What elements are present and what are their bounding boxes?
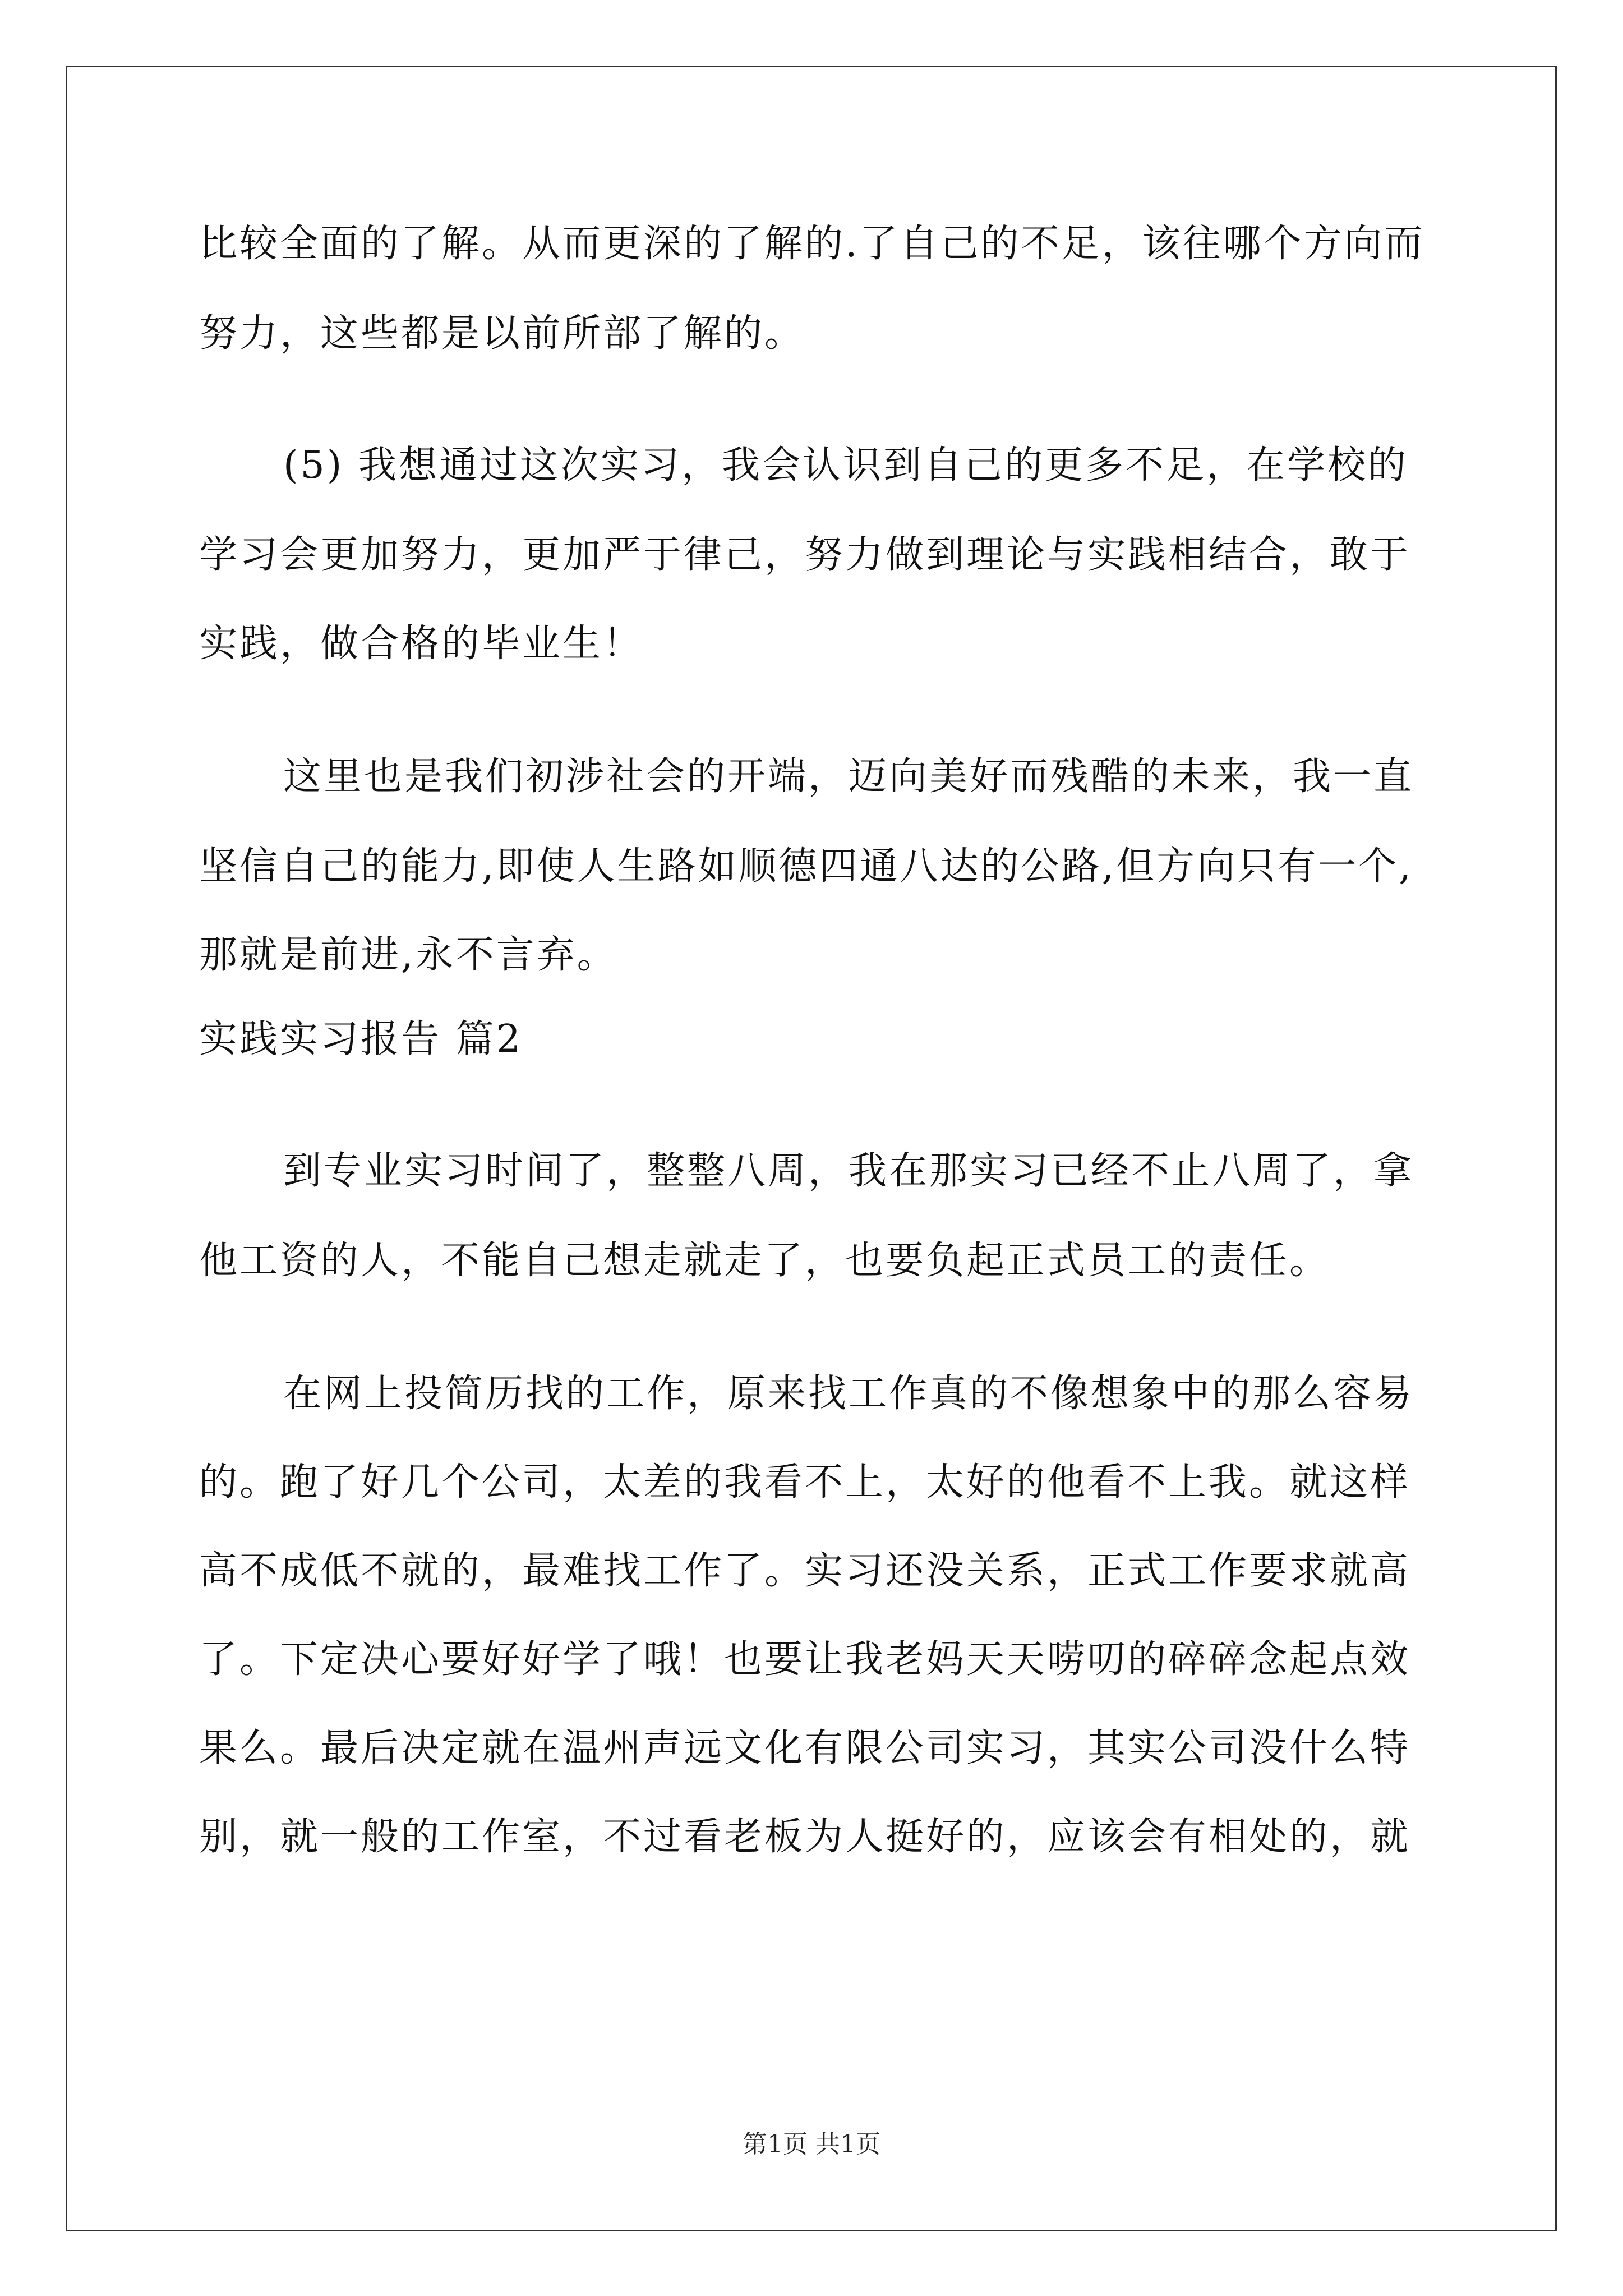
page-footer: 第1页 共1页	[743, 2130, 880, 2159]
paragraph-2-line-3: 实践，做合格的毕业生！	[199, 622, 644, 666]
paragraph-3-line-1: 这里也是我们初涉社会的开端，迈向美好而残酷的未来，我一直	[283, 754, 1414, 799]
paragraph-3-line-2: 坚信自己的能力,即使人生路如顺德四通八达的公路,但方向只有一个,	[199, 844, 1413, 889]
paragraph-4-line-1: 到专业实习时间了，整整八周，我在那实习已经不止八周了，拿	[283, 1149, 1414, 1193]
paragraph-2-line-1: (5) 我想通过这次实习，我会认识到自己的更多不足，在学校的	[283, 443, 1408, 487]
paragraph-5-line-1: 在网上投简历找的工作，原来找工作真的不像想象中的那么容易	[283, 1372, 1414, 1416]
paragraph-1-line-2: 努力，这些都是以前所部了解的。	[199, 311, 805, 356]
paragraph-5-line-4: 了。下定决心要好好学了哦！也要让我老妈天天唠叨的碎碎念起点效	[199, 1637, 1411, 1682]
paragraph-5-line-3: 高不成低不就的，最难找工作了。实习还没关系，正式工作要求就高	[199, 1549, 1411, 1593]
paragraph-5-line-6: 别，就一般的工作室，不过看老板为人挺好的，应该会有相处的，就	[199, 1815, 1411, 1859]
paragraph-5-line-5: 果么。最后决定就在温州声远文化有限公司实习，其实公司没什么特	[199, 1726, 1411, 1770]
section-heading: 实践实习报告 篇2	[199, 1017, 523, 1061]
paragraph-3-line-3: 那就是前进,永不言弃。	[199, 933, 617, 977]
paragraph-1-line-1: 比较全面的了解。从而更深的了解的.了自己的不足，该往哪个方向而	[199, 222, 1425, 266]
paragraph-4-line-2: 他工资的人，不能自己想走就走了，也要负起正式员工的责任。	[199, 1239, 1330, 1283]
paragraph-5-line-2: 的。跑了好几个公司，太差的我看不上，太好的他看不上我。就这样	[199, 1460, 1411, 1504]
paragraph-2-line-2: 学习会更加努力，更加严于律己，努力做到理论与实践相结合，敢于	[199, 533, 1411, 577]
